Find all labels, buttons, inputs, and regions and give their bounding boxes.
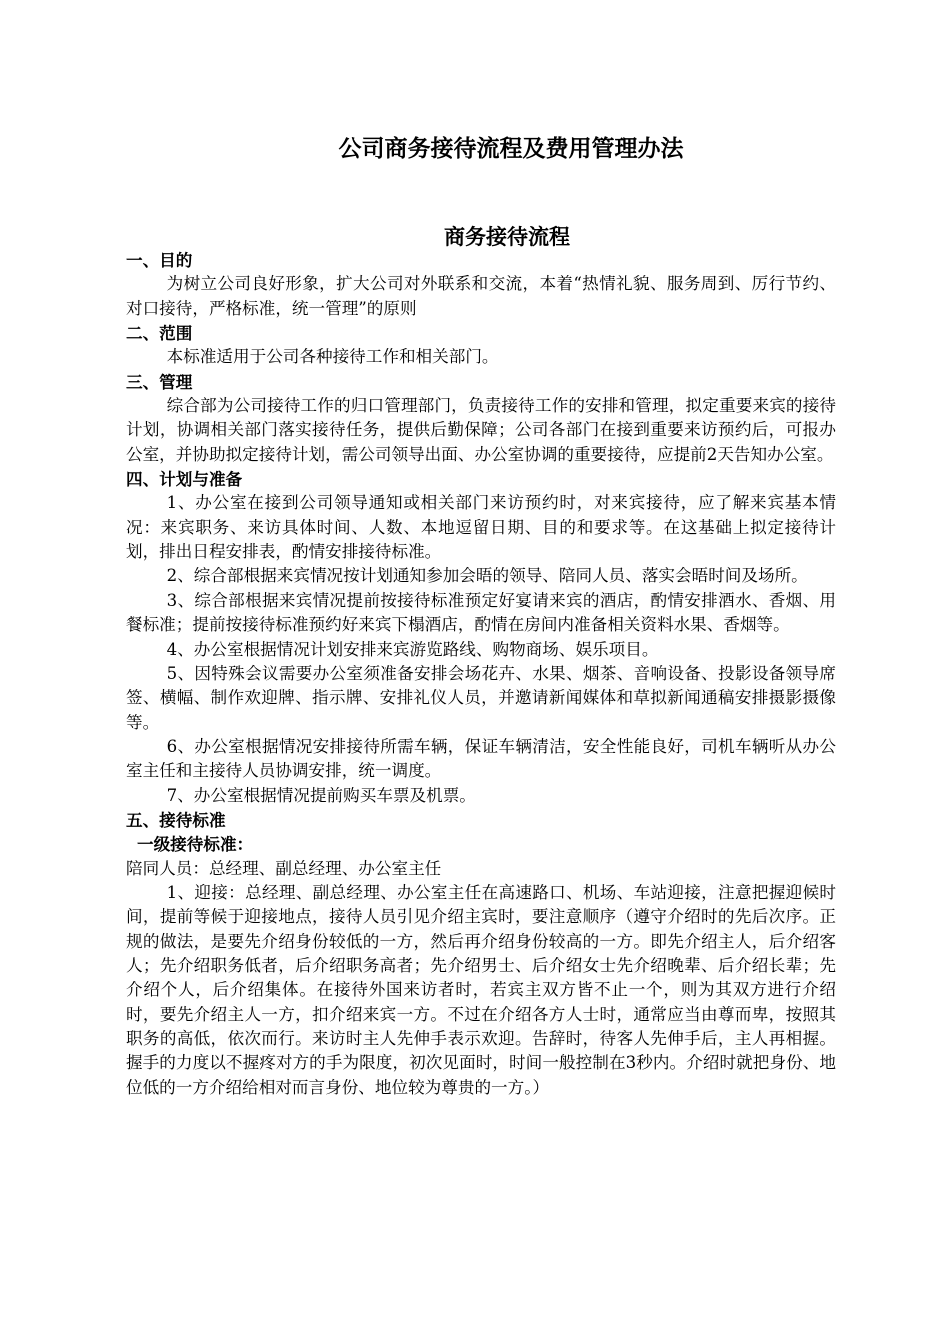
- level-one-standard-heading: 一级接待标准：: [137, 834, 254, 855]
- heading-scope: 二、范围: [126, 323, 193, 344]
- planning-item: 2、综合部根据来宾情况按计划通知参加会晤的领导、陪同人员、落实会晤时间及场所。: [166, 566, 808, 586]
- paragraph-scope: 本标准适用于公司各种接待工作和相关部门。: [166, 347, 499, 367]
- accompanying-staff: 陪同人员：总经理、副总经理、办公室主任: [126, 858, 442, 878]
- heading-planning: 四、计划与准备: [126, 469, 243, 490]
- planning-item: 7、办公室根据情况提前购买车票及机票。: [166, 785, 476, 805]
- document-body: [126, 248, 836, 1100]
- paragraph-management: 综合部为公司接待工作的归口管理部门，负责接待工作的安排和管理，拟定重要来宾的接待计划，协调相关部门落实接待任务，提供后勤保障；公司各部门在接到重要来访预约后，可报办公室，并协助拟定接待计划，需公司领导出面、办公室协调的重要接待，应提前2天告知办公室。: [126, 396, 836, 464]
- planning-item: 3、综合部根据来宾情况提前按接待标准预定好宴请来宾的酒店，酌情安排酒水、香烟、用餐标准；提前按接待标准预约好来宾下榻酒店，酌情在房间内准备相关资料水果、香烟等。: [126, 590, 836, 635]
- planning-item: 6、办公室根据情况安排接待所需车辆，保证车辆清洁，安全性能良好，司机车辆听从办公室主任和主接待人员协调安排，统一调度。: [126, 736, 836, 781]
- heading-purpose: 一、目的: [126, 250, 193, 270]
- planning-item: 5、因特殊会议需要办公室须准备安排会场花卉、水果、烟茶、音响设备、投影设备领导席签、横幅、制作欢迎牌、指示牌、安排礼仪人员，并邀请新闻媒体和草拟新闻通稿安排摄影摄像等。: [126, 663, 836, 732]
- paragraph-purpose: 为树立公司良好形象，扩大公司对外联系和交流，本着“热情礼貌、服务周到、厉行节约、对口接待，严格标准，统一管理”的原则: [126, 274, 836, 318]
- document-title: 公司商务接待流程及费用管理办法: [338, 135, 684, 162]
- paragraph-welcome: 1、迎接：总经理、副总经理、办公室主任在高速路口、机场、车站迎接，注意把握迎候时间，提前等候于迎接地点，接待人员引见介绍主宾时，要注意顺序（遵守介绍时的先后次序。正规的做法，是要先介绍身份较低的一方，然后再介绍身份较高的一方。即先介绍主人，后介绍客人；先介绍职务低者，后介绍职务高者；先介绍男士、后介绍女士先介绍晚辈、后介绍长辈；先介绍个人，后介绍集体。在接待外国来访者时，若宾主双方皆不止一个，则为其双方进行介绍时，要先介绍主人一方，扣介绍来宾一方。不过在介绍各方人士时，通常应当由尊而卑，按照其职务的高低，依次而行。来访时主人先伸手表示欢迎。告辞时，待客人先伸手后，主人再相握。握手的力度以不握疼对方的手为限度，初次见面时，时间一般控制在3秒内。介绍时就把身份、地位低的一方介绍给相对而言身份、地位较为尊贵的一方。）: [126, 882, 836, 1097]
- section-subtitle: 商务接待流程: [444, 224, 570, 249]
- planning-item: 4、办公室根据情况计划安排来宾游览路线、购物商场、娱乐项目。: [166, 639, 659, 659]
- planning-item: 1、办公室在接到公司领导通知或相关部门来访预约时，对来宾接待，应了解来宾基本情况：来宾职务、来访具体时间、人数、本地逗留日期、目的和要求等。在这基础上拟定接待计划，排出日程安排表，酌情安排接待标准。: [126, 493, 836, 562]
- heading-reception-standard: 五、接待标准: [126, 809, 226, 830]
- heading-management: 三、管理: [126, 371, 193, 392]
